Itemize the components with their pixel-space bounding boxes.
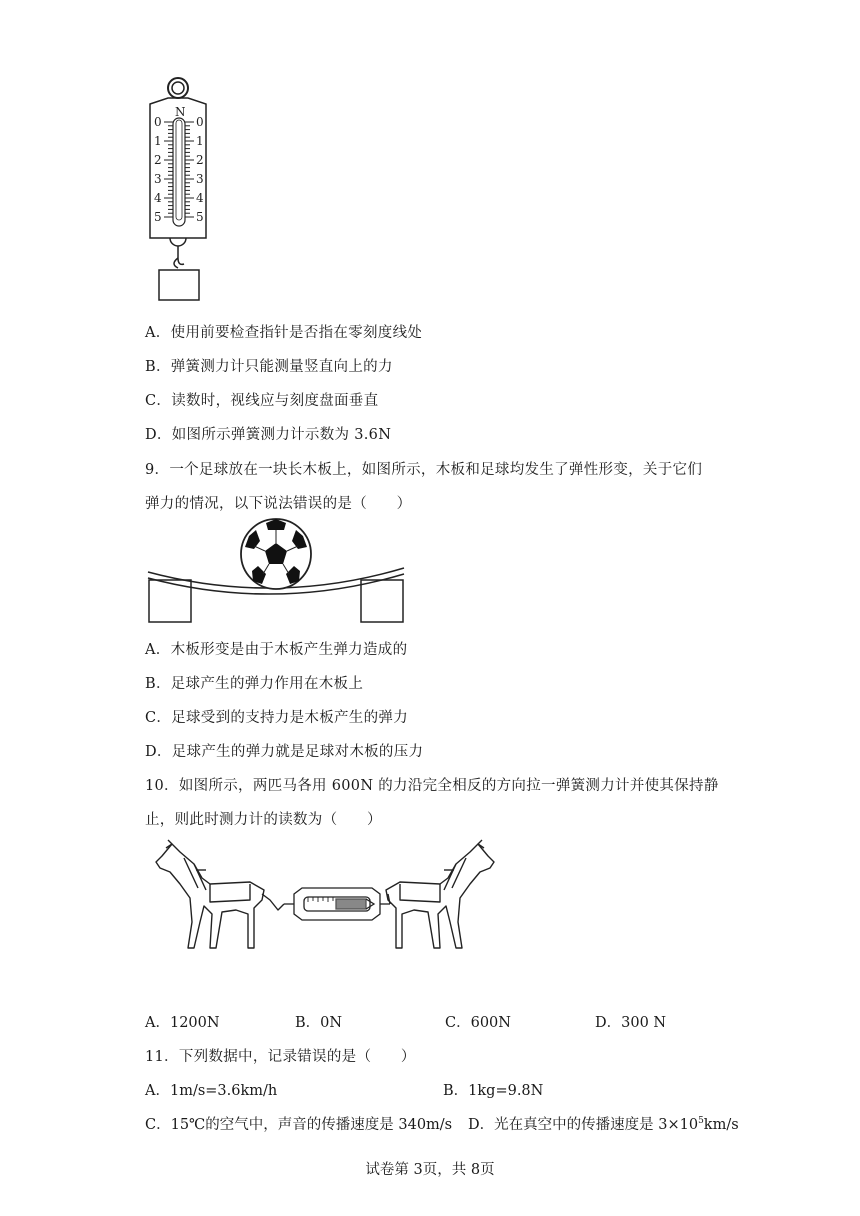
football-on-board-figure [140,514,420,626]
q11-option-d-suffix: km/s [703,1117,739,1133]
q10-option-d: D．300 N [595,1015,667,1031]
q9-option-c: C．足球受到的支持力是木板产生的弹力 [145,710,408,726]
q10-stem-line2: 止，则此时测力计的读数为（ ） [145,812,382,828]
scale-label-left: 4 [154,191,162,205]
scale-label-right: 5 [196,210,204,224]
q9-option-d: D．足球产生的弹力就是足球对木板的压力 [145,744,424,760]
q8-option-c: C．读数时，视线应与刻度盘面垂直 [145,393,379,409]
q11-option-c: C．15℃的空气中，声音的传播速度是 340m/s [145,1117,453,1133]
scale-label-right: 1 [196,134,204,148]
q11-option-b: B．1kg=9.8N [443,1083,544,1099]
scale-label-right: 0 [196,115,204,129]
q11-option-d-prefix: D．光在真空中的传播速度是 3×10 [468,1117,699,1133]
q10-option-b: B．0N [295,1015,343,1031]
football-icon [241,519,311,589]
scale-label-right: 4 [196,191,204,205]
scale-label-left: 5 [154,210,162,224]
scale-label-right: 3 [196,172,204,186]
q10-option-a: A．1200N [145,1015,220,1031]
spring-scale-figure [140,74,240,306]
q8-option-a: A．使用前要检查指针是否指在零刻度线处 [145,325,423,341]
q9-option-a: A．木板形变是由于木板产生弹力造成的 [145,642,408,658]
q11-option-d [468,1113,739,1134]
unit-label: N [175,105,186,119]
right-horse-icon [386,840,494,948]
q11-option-a: A．1m/s=3.6km/h [145,1083,278,1099]
left-horse-icon [156,840,284,948]
q11-stem: 11．下列数据中，记录错误的是（ ） [145,1049,416,1065]
horses-pulling-scale-figure [150,838,500,958]
scale-label-right: 2 [196,153,204,167]
spring-scale-icon [284,888,390,920]
q9-stem-line1: 9．一个足球放在一块长木板上，如图所示，木板和足球均发生了弹性形变，关于它们 [145,462,703,478]
q8-option-b: B．弹簧测力计只能测量竖直向上的力 [145,359,393,375]
q9-option-b: B．足球产生的弹力作用在木板上 [145,676,364,692]
scale-label-left: 1 [154,134,162,148]
page-footer: 试卷第 3页，共 8页 [365,1162,495,1178]
q10-option-c: C．600N [445,1015,511,1031]
scale-label-left: 2 [154,153,162,167]
q11-option-d-exponent: 5 [698,1116,704,1127]
scale-label-left: 3 [154,172,162,186]
q10-stem-line1: 10．如图所示，两匹马各用 600N 的力沿完全相反的方向拉一弹簧测力计并使其保持静 [145,778,719,794]
scale-label-left: 0 [154,115,162,129]
q8-option-d: D．如图所示弹簧测力计示数为 3.6N [145,427,392,443]
q9-stem-line2: 弹力的情况，以下说法错误的是（ ） [145,496,412,512]
